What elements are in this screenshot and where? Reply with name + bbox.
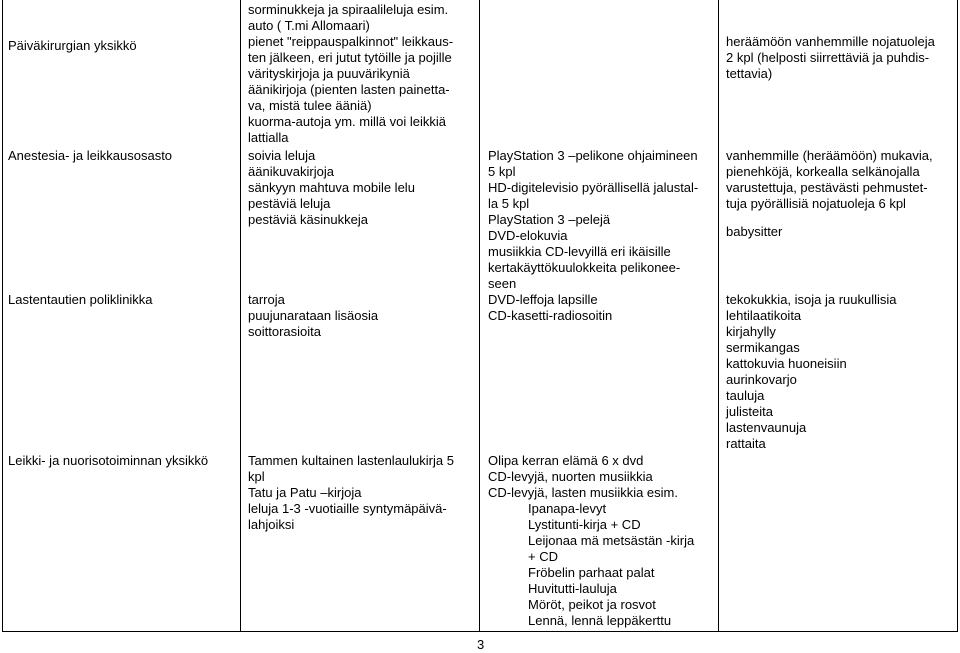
- item-line: tauluja: [726, 388, 765, 403]
- item-line: pestäviä leluja: [248, 196, 331, 211]
- department-cell: [8, 292, 153, 308]
- department-name: Päiväkirurgian yksikkö: [8, 38, 137, 53]
- department-name: Anestesia- ja leikkausosasto: [8, 148, 173, 163]
- department-cell: [8, 148, 172, 164]
- item-line: CD-kasetti-radiosoitin: [488, 308, 613, 323]
- item-line: 2 kpl (helposti siirrettäviä ja puhdis-: [726, 50, 930, 65]
- item-line: seen: [488, 276, 517, 291]
- item-line: rattaita: [726, 436, 766, 451]
- column-divider-1: [240, 0, 241, 632]
- item-line: äänikirjoja (pienten lasten painetta-: [248, 82, 450, 97]
- item-line: tuja pyörällisiä nojatuoleja 6 kpl: [726, 196, 906, 211]
- column-divider-2: [479, 0, 480, 632]
- item-line: CD-levyjä, nuorten musiikkia: [488, 469, 653, 484]
- item-line: aurinkovarjo: [726, 372, 797, 387]
- items-cell: [248, 453, 454, 533]
- item-line: PlayStation 3 –pelejä: [488, 212, 611, 227]
- item-line: sermikangas: [726, 340, 800, 355]
- item-line: ten jälkeen, eri jutut tytöille ja pojille: [248, 50, 452, 65]
- item-line: Tatu ja Patu –kirjoja: [248, 485, 362, 500]
- item-line: kuorma-autoja ym. millä voi leikkiä: [248, 114, 446, 129]
- item-line: pestäviä käsinukkeja: [248, 212, 368, 227]
- furniture-cell: [726, 292, 897, 452]
- item-line: äänikuvakirjoja: [248, 164, 334, 179]
- table-border-right: [957, 0, 958, 632]
- table-border-bottom: [2, 631, 958, 632]
- furniture-cell: [726, 34, 935, 82]
- table-border-left: [2, 0, 3, 632]
- item-line: sänkyyn mahtuva mobile lelu: [248, 180, 415, 195]
- item-line: CD-levyjä, lasten musiikkia esim.: [488, 485, 678, 500]
- item-line: pienet "reippauspalkinnot" leikkaus-: [248, 34, 454, 49]
- item-line: lastenvaunuja: [726, 420, 807, 435]
- item-line: värityskirjoja ja puuvärikyniä: [248, 66, 410, 81]
- item-line: [726, 212, 933, 224]
- item-line: lattialla: [248, 130, 289, 145]
- item-line: PlayStation 3 –pelikone ohjaimineen: [488, 148, 698, 163]
- item-line: pienehköjä, korkealla selkänojalla: [726, 164, 920, 179]
- item-line: DVD-elokuvia: [488, 228, 568, 243]
- media-cell: [488, 453, 694, 629]
- item-line: puujunarataan lisäosia: [248, 308, 379, 323]
- furniture-cell: [726, 148, 933, 240]
- media-cell: [488, 148, 698, 292]
- item-line-indented: Huvitutti-lauluja: [528, 581, 617, 596]
- item-line-indented: Möröt, peikot ja rosvot: [528, 597, 656, 612]
- item-line: soivia leluja: [248, 148, 316, 163]
- item-line: tettavia): [726, 66, 773, 81]
- item-line: heräämöön vanhemmille nojatuoleja: [726, 34, 935, 49]
- item-line: DVD-leffoja lapsille: [488, 292, 598, 307]
- item-line: va, mistä tulee ääniä): [248, 98, 372, 113]
- item-line-indented: Lystitunti-kirja + CD: [528, 517, 641, 532]
- item-line-indented: Lennä, lennä leppäkerttu: [528, 613, 672, 628]
- department-cell: [8, 453, 208, 469]
- item-line-indented: Leijonaa mä metsästän -kirja: [528, 533, 695, 548]
- item-line: kirjahylly: [726, 324, 776, 339]
- page-number: 3: [477, 637, 485, 652]
- department-name: Leikki- ja nuorisotoiminnan yksikkö: [8, 453, 209, 468]
- item-line: kertakäyttökuulokkeita pelikonee-: [488, 260, 681, 275]
- item-line: vanhemmille (heräämöön) mukavia,: [726, 148, 933, 163]
- item-line: kpl: [248, 469, 265, 484]
- item-line: soittorasioita: [248, 324, 321, 339]
- item-line: kattokuvia huoneisiin: [726, 356, 847, 371]
- item-line: lahjoiksi: [248, 517, 295, 532]
- item-line: HD-digitelevisio pyörällisellä jalustal-: [488, 180, 699, 195]
- item-line: julisteita: [726, 404, 773, 419]
- item-line-indented: Fröbelin parhaat palat: [528, 565, 655, 580]
- item-line-indented: Ipanapa-levyt: [528, 501, 607, 516]
- department-name: Lastentautien poliklinikka: [8, 292, 153, 307]
- item-line: lehtilaatikoita: [726, 308, 802, 323]
- item-line: auto ( T.mi Allomaari): [248, 18, 370, 33]
- column-divider-3: [718, 0, 719, 632]
- department-cell: [8, 38, 137, 54]
- item-line-indented: + CD: [528, 549, 558, 564]
- item-line: varustettuja, pestävästi pehmustet-: [726, 180, 928, 195]
- item-line: Olipa kerran elämä 6 x dvd: [488, 453, 644, 468]
- item-line: tarroja: [248, 292, 285, 307]
- items-cell: [248, 148, 415, 228]
- item-line: leluja 1-3 -vuotiaille syntymäpäivä-: [248, 501, 447, 516]
- item-line: Tammen kultainen lastenlaulukirja 5: [248, 453, 454, 468]
- media-cell: [488, 292, 612, 324]
- items-cell: [248, 292, 378, 340]
- item-line: babysitter: [726, 224, 783, 239]
- items-cell: [248, 2, 453, 146]
- item-line: la 5 kpl: [488, 196, 530, 211]
- item-line: 5 kpl: [488, 164, 516, 179]
- item-line: tekokukkia, isoja ja ruukullisia: [726, 292, 897, 307]
- item-line: sorminukkeja ja spiraalileluja esim.: [248, 2, 449, 17]
- item-line: musiikkia CD-levyillä eri ikäisille: [488, 244, 671, 259]
